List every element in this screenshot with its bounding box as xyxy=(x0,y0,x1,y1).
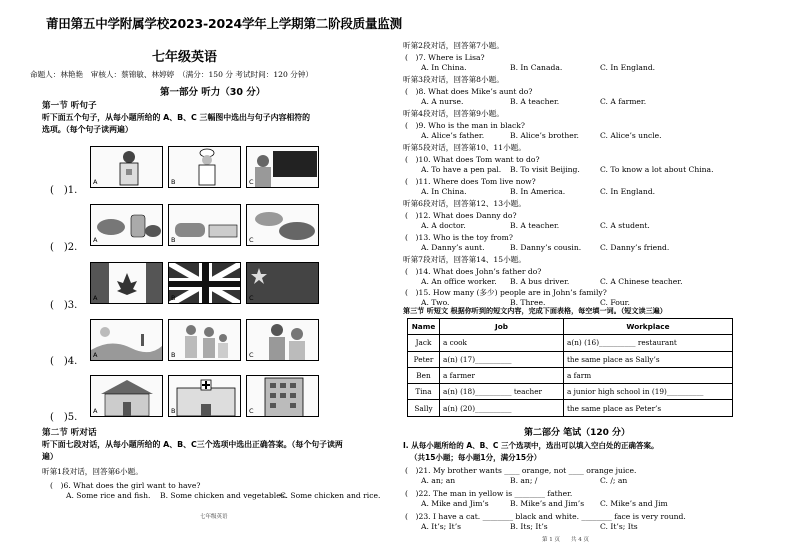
q23-option-a[interactable]: A. It’s; It’s xyxy=(421,522,462,531)
table-header-job: Job xyxy=(440,319,564,335)
q12-option-c[interactable]: C. A student. xyxy=(600,221,650,230)
dialogue-1-note: 听第1段对话，回答第6小题。 xyxy=(42,467,143,476)
question-6: ( )6. What does the girl want to have? xyxy=(50,481,201,490)
q23-option-b[interactable]: B. Its; It’s xyxy=(510,522,548,531)
question-11: ( )11. Where does Tom live now? xyxy=(405,177,536,186)
q10-option-a[interactable]: A. To have a pen pal. xyxy=(421,165,502,174)
table-row: Jack a cook a(n) (16)__________ restaurant xyxy=(408,335,733,351)
q10-option-b[interactable]: B. To visit Beijing. xyxy=(510,165,580,174)
q2-option-a-picture[interactable]: A xyxy=(90,204,163,246)
question-5-number: ( )5. xyxy=(50,412,78,423)
q8-option-b[interactable]: B. A teacher. xyxy=(510,97,560,106)
q9-option-c[interactable]: C. Alice’s uncle. xyxy=(600,131,662,140)
sec2-instruction-2: 遍） xyxy=(42,452,58,461)
q4-option-c-picture[interactable]: C xyxy=(246,319,319,361)
q13-option-c[interactable]: C. Danny’s friend. xyxy=(600,243,670,252)
exam-meta: 命题人：林艳艳 审核人：蔡锦敏、林婷婷 （满分：150 分 考试时间：120 分钟） xyxy=(30,70,314,79)
question-2-number: ( )2. xyxy=(50,242,78,253)
footer-right: 第 1 页 共 4 页 xyxy=(542,537,589,543)
listening-table xyxy=(407,318,733,417)
q7-option-b[interactable]: B. In Canada. xyxy=(510,63,563,72)
dialogue-5-note: 听第5段对话，回答第10、11小题。 xyxy=(403,143,526,152)
q5-option-a-picture[interactable]: A xyxy=(90,375,163,417)
question-23: ( )23. I have a cat. ________ black and white. ________ face is very round. xyxy=(405,512,686,521)
table-row: Ben a farmer a farm xyxy=(408,367,733,383)
q3-option-c-picture[interactable]: C xyxy=(246,262,319,304)
table-header-workplace: Workplace xyxy=(564,319,733,335)
q23-option-c[interactable]: C. It’s; Its xyxy=(600,522,638,531)
question-4-number: ( )4. xyxy=(50,356,78,367)
farm-landscape-icon xyxy=(91,320,163,361)
question-7: ( )7. Where is Lisa? xyxy=(405,53,485,62)
q7-option-c[interactable]: C. In England. xyxy=(600,63,656,72)
people-icon xyxy=(247,320,319,361)
q14-option-c[interactable]: C. A Chinese teacher. xyxy=(600,277,683,286)
q14-option-b[interactable]: B. A bus driver. xyxy=(510,277,570,286)
q3-option-a-picture[interactable]: A xyxy=(90,262,163,304)
q9-option-b[interactable]: B. Alice’s brother. xyxy=(510,131,579,140)
q8-option-c[interactable]: C. A farmer. xyxy=(600,97,647,106)
q2-option-b-picture[interactable]: B xyxy=(168,204,241,246)
q4-option-b-picture[interactable]: B xyxy=(168,319,241,361)
q15-option-c[interactable]: C. Four. xyxy=(600,298,630,307)
sec1-instruction-1: 听下面五个句子，从每小题所给的 A、B、C 三幅图中选出与句子内容相符的 xyxy=(42,113,311,122)
q21-option-c[interactable]: C. /; an xyxy=(600,476,628,485)
q22-option-a[interactable]: A. Mike and Jim’s xyxy=(421,499,489,508)
question-1-number: ( )1. xyxy=(50,185,78,196)
dialogue-3-note: 听第3段对话，回答第8小题。 xyxy=(403,75,504,84)
house-icon xyxy=(91,376,163,417)
q6-option-b[interactable]: B. Some chicken and vegetables. xyxy=(160,491,288,500)
sec2-instruction-1: 听下面七段对话，从每小题所给的 A、B、C三个选项中选出正确答案。（每个句子读两 xyxy=(42,440,343,449)
q1-option-c-picture[interactable]: C xyxy=(246,146,319,188)
q1-option-b-picture[interactable]: B xyxy=(168,146,241,188)
q12-option-a[interactable]: A. A doctor. xyxy=(421,221,466,230)
question-9: ( )9. Who is the man in black? xyxy=(405,121,525,130)
dialogue-4-note: 听第4段对话，回答第9小题。 xyxy=(403,109,504,118)
q2-option-c-picture[interactable]: C xyxy=(246,204,319,246)
teacher-icon xyxy=(247,147,319,188)
part2-title: 第二部分 笔试（120 分） xyxy=(524,428,631,438)
question-21: ( )21. My brother wants ____ orange, not ____ orange juice. xyxy=(405,466,637,475)
q9-option-a[interactable]: A. Alice’s father. xyxy=(421,131,485,140)
question-3-number: ( )3. xyxy=(50,300,78,311)
q6-option-c[interactable]: C. Some chicken and rice. xyxy=(280,491,381,500)
q4-option-a-picture[interactable]: A xyxy=(90,319,163,361)
sec2-title: 第二节 听对话 xyxy=(42,428,97,438)
hospital-icon xyxy=(169,376,241,417)
doctor-icon xyxy=(91,147,163,188)
q13-option-b[interactable]: B. Danny’s cousin. xyxy=(510,243,582,252)
q13-option-a[interactable]: A. Danny’s aunt. xyxy=(421,243,485,252)
right-column xyxy=(402,0,794,550)
question-13: ( )13. Who is the toy from? xyxy=(405,233,513,242)
q3-option-b-picture[interactable]: B xyxy=(168,262,241,304)
question-14: ( )14. What does John’s father do? xyxy=(405,267,542,276)
chicken-vegetables-icon xyxy=(247,205,319,246)
q11-option-c[interactable]: C. In England. xyxy=(600,187,656,196)
family-icon xyxy=(169,320,241,361)
table-header-name: Name xyxy=(408,319,440,335)
q15-option-b[interactable]: B. Three. xyxy=(510,298,546,307)
question-10: ( )10. What does Tom want to do? xyxy=(405,155,540,164)
exam-subtitle: 七年级英语 xyxy=(152,50,218,65)
dialogue-6-note: 听第6段对话，回答第12、13小题。 xyxy=(403,199,526,208)
sec3-instruction: 第三节 听短文 根据你听到的短文内容，完成下面表格，每空填一词。（短文读三遍） xyxy=(403,306,667,315)
q11-option-a[interactable]: A. In China. xyxy=(421,187,467,196)
table-row: Tina a(n) (18)__________ teacher a junior high school in (19)__________ xyxy=(408,384,733,400)
sec1-title: 第一节 听句子 xyxy=(42,101,97,111)
question-8: ( )8. What does Mike’s aunt do? xyxy=(405,87,533,96)
q5-option-c-picture[interactable]: C xyxy=(246,375,319,417)
q22-option-c[interactable]: C. Mike’s and Jim xyxy=(600,499,668,508)
q6-option-a[interactable]: A. Some rice and fish. xyxy=(66,491,151,500)
bread-icon xyxy=(169,205,241,246)
q21-option-a[interactable]: A. an; an xyxy=(421,476,456,485)
q14-option-a[interactable]: A. An office worker. xyxy=(421,277,497,286)
footer-left: 七年级英语 xyxy=(200,514,228,520)
q5-option-b-picture[interactable]: B xyxy=(168,375,241,417)
exam-title: 莆田第五中学附属学校2023-2024学年上学期第二阶段质量监测 xyxy=(46,16,402,31)
q8-option-a[interactable]: A. A nurse. xyxy=(421,97,464,106)
q15-option-a[interactable]: A. Two. xyxy=(421,298,450,307)
canada-flag-icon xyxy=(91,263,163,304)
part2-instruction-2: （共15小题；每小题1分，满分15分） xyxy=(410,453,542,462)
q10-option-c[interactable]: C. To know a lot about China. xyxy=(600,165,714,174)
q1-option-a-picture[interactable]: A xyxy=(90,146,163,188)
dialogue-2-note: 听第2段对话，回答第7小题。 xyxy=(403,41,504,50)
cook-icon xyxy=(169,147,241,188)
q11-option-b[interactable]: B. In America. xyxy=(510,187,566,196)
q21-option-b[interactable]: B. an; / xyxy=(510,476,538,485)
sec1-instruction-2: 选项。（每个句子读两遍） xyxy=(42,125,133,134)
table-header-row xyxy=(408,319,733,335)
q7-option-a[interactable]: A. In China. xyxy=(421,63,467,72)
q22-option-b[interactable]: B. Mike’s and Jim’s xyxy=(510,499,585,508)
hamburger-icon xyxy=(91,205,163,246)
office-building-icon xyxy=(247,376,319,417)
table-row: Peter a(n) (17)__________ the same place as Sally’s xyxy=(408,351,733,367)
question-15: ( )15. How many (多少) people are in John’s family? xyxy=(405,288,607,297)
part2-instruction-1: I. 从每小题所给的 A、B、C 三个选项中，选出可以填入空白处的正确答案。 xyxy=(403,441,659,450)
uk-flag-icon xyxy=(169,263,241,304)
question-12: ( )12. What does Danny do? xyxy=(405,211,517,220)
table-row: Sally a(n) (20)__________ the same place as Peter’s xyxy=(408,400,733,416)
q12-option-b[interactable]: B. A teacher. xyxy=(510,221,560,230)
dialogue-7-note: 听第7段对话，回答第14、15小题。 xyxy=(403,255,526,264)
question-22: ( )22. The man in yellow is ________ father. xyxy=(405,489,573,498)
china-flag-icon xyxy=(247,263,319,304)
part1-title: 第一部分 听力（30 分） xyxy=(160,87,266,98)
